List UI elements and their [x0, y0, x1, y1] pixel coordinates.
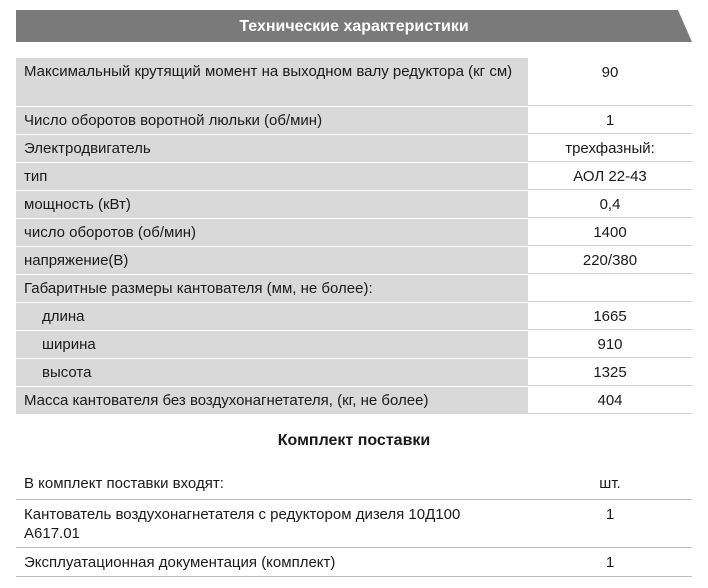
spec-value: 1: [528, 107, 692, 134]
spec-label: напряжение(В): [16, 247, 528, 274]
kit-value: шт.: [599, 475, 621, 492]
table-row: [16, 275, 692, 303]
spec-value: 1665: [528, 303, 692, 330]
spec-value: 0,4: [528, 191, 692, 218]
spec-value: 90: [528, 58, 692, 106]
spec-label: мощность (кВт): [16, 191, 528, 218]
section-title-specs: Технические характеристики: [239, 18, 469, 35]
spec-value: 910: [528, 331, 692, 358]
table-row: [16, 191, 692, 219]
spec-value: [528, 275, 692, 302]
spec-value: АОЛ 22-43: [528, 163, 692, 190]
table-row: [16, 468, 692, 500]
table-row: [16, 58, 692, 107]
table-row: [16, 163, 692, 191]
table-row: [16, 135, 692, 163]
kit-label: Кантователь воздухонагнетателя с редуктором дизеля 10Д100 А617.01: [24, 506, 461, 542]
kit-table: [16, 468, 692, 577]
table-row: [16, 387, 692, 415]
spec-label: Максимальный крутящий момент на выходном валу редуктора (кг см): [16, 58, 528, 106]
spec-label: Габаритные размеры кантователя (мм, не более):: [16, 275, 528, 302]
spec-value: 220/380: [528, 247, 692, 274]
spec-label: ширина: [16, 331, 528, 358]
spec-value: 1325: [528, 359, 692, 386]
spec-label: длина: [16, 303, 528, 330]
table-row: [16, 219, 692, 247]
section-title-kit: Комплект поставки: [277, 432, 431, 449]
table-row: [16, 247, 692, 275]
table-row: [16, 500, 692, 548]
table-row: [16, 107, 692, 135]
table-row: [16, 359, 692, 387]
kit-label: В комплект поставки входят:: [24, 475, 224, 492]
spec-value: 404: [528, 387, 692, 414]
spec-label: Число оборотов воротной люльки (об/мин): [16, 107, 528, 134]
spec-label: высота: [16, 359, 528, 386]
spec-label: Масса кантователя без воздухонагнетателя, (кг, не более): [16, 387, 528, 414]
spec-value: 1400: [528, 219, 692, 246]
section-header-banner: [16, 10, 692, 42]
specs-table: [16, 58, 692, 415]
spec-label: число оборотов (об/мин): [16, 219, 528, 246]
kit-value: 1: [605, 554, 615, 571]
kit-value: 1: [605, 506, 615, 523]
kit-label: Эксплуатационная документация (комплект): [24, 554, 336, 571]
table-row: [16, 303, 692, 331]
table-row: [16, 548, 692, 577]
spec-value: трехфазный:: [528, 135, 692, 162]
spec-label: Электродвигатель: [16, 135, 528, 162]
table-row: [16, 331, 692, 359]
spec-label: тип: [16, 163, 528, 190]
